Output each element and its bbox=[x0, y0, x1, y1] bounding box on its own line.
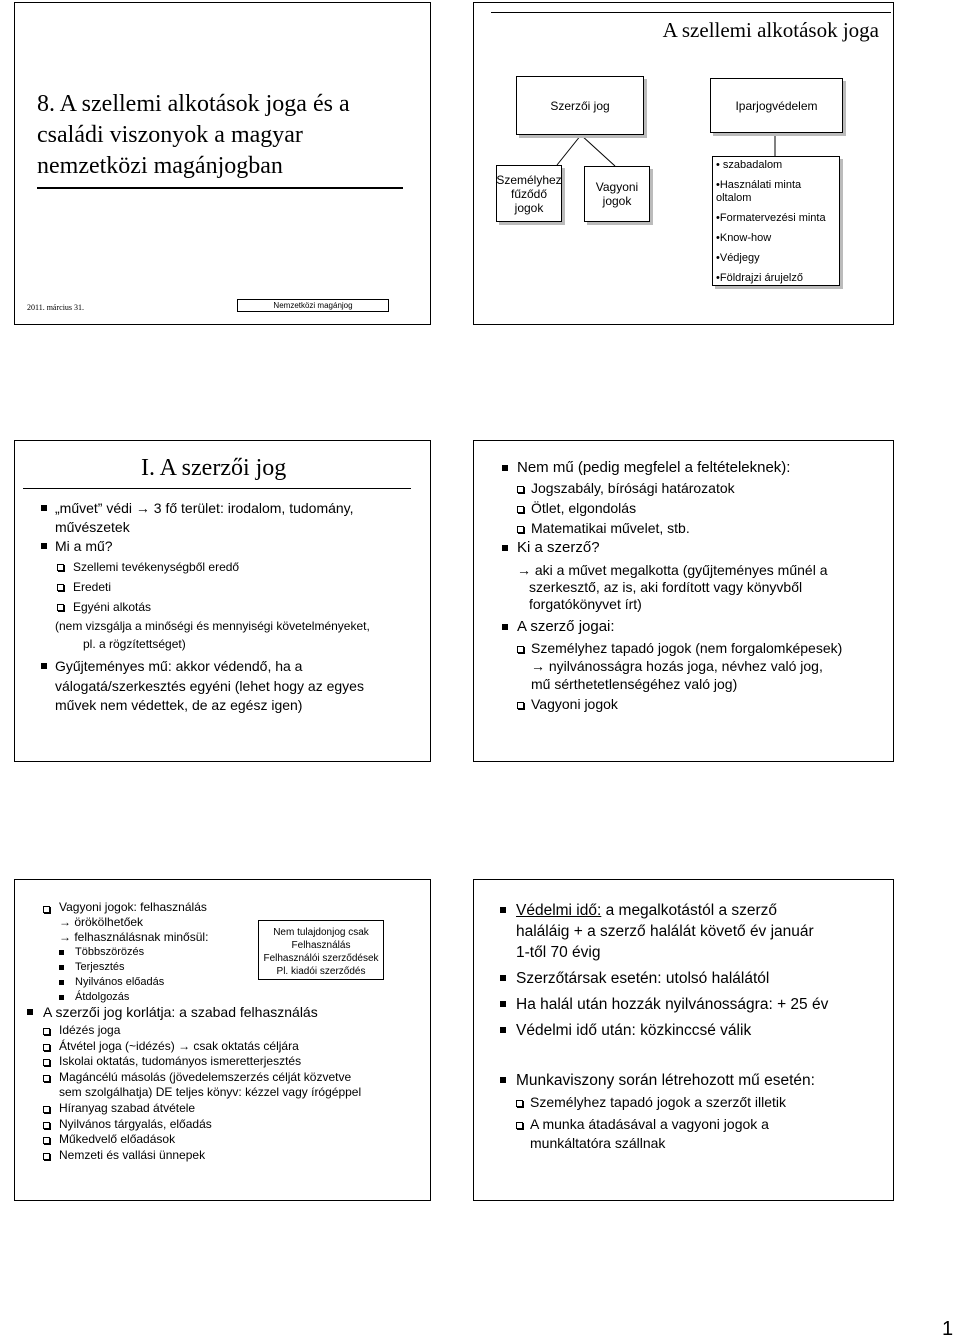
korlat-item: Nemzeti és vallási ünnepek bbox=[43, 1148, 427, 1164]
bullet-ki-a-szerzo: Ki a szerző? bbox=[502, 538, 892, 558]
arrow-text: → aki a művet megalkotta (gyűjteményes műnél a szerkesztő, az is, aki fordított vagy könyvből forgatókönyvet írt) bbox=[517, 562, 828, 612]
slide-4-content bbox=[502, 458, 892, 713]
bullet-gyujtemenyes: Gyűjteményes mű: akkor védendő, ha a válogatá/szerkesztés egyéni (lehet hogy az egyes művek nem védettek, de az egész igen) bbox=[41, 657, 426, 716]
felhasznalas-box: Nem tulajdonjog csak Felhasználás Felhasználói szerződések Pl. kiadói szerződés bbox=[258, 920, 384, 980]
korlat-item: Iskolai oktatás, tudományos ismeretterjesztés bbox=[43, 1054, 427, 1070]
korlat-item: Idézés joga bbox=[43, 1023, 427, 1039]
korlat-item: Magáncélú másolás (jövedelemszerzés célját közvetve sem szolgálhatja) DE teljes könyv: kézzel vagy írógéppel bbox=[43, 1070, 427, 1101]
bullet-nem-mu: Nem mű (pedig megfelel a feltételeknek): bbox=[502, 458, 892, 478]
korlat-item: Átvétel joga (~idézés) → csak oktatás céljára bbox=[43, 1039, 427, 1055]
bullet-muvet: „művet” védi → 3 fő terület: irodalom, tudomány, művészetek bbox=[41, 499, 426, 537]
slide-1-date: 2011. március 31. bbox=[27, 303, 85, 312]
slide-5-top: Vagyoni jogok: felhasználás → örökölhetőek → felhasználásnak minősül: Többszörözés Terjesztés Nyilvános előadás Átdolgozás bbox=[43, 900, 263, 1005]
bullet-szerzo-jogai: A szerző jogai: bbox=[502, 617, 892, 637]
bullet-kozkincs: Védelmi idő után: közkinccsé válik bbox=[500, 1020, 892, 1041]
szerzoi-jog-box: Szerzői jog bbox=[516, 76, 644, 135]
slide-1 bbox=[14, 2, 431, 325]
slide-6-content bbox=[500, 900, 892, 1153]
korlat-item: Híranyag szabad átvétele bbox=[43, 1101, 427, 1117]
korlat-list bbox=[27, 1023, 427, 1163]
vagyoni-jogok-box: Vagyoni jogok bbox=[584, 166, 650, 222]
slide-5 bbox=[14, 879, 431, 1201]
sub-list-2 bbox=[502, 639, 892, 713]
munkaviszony-sublist bbox=[500, 1093, 892, 1153]
slide-1-footer: Nemzetközi magánjog bbox=[237, 299, 389, 312]
sq-item: Nyilvános előadás bbox=[59, 975, 263, 990]
sub-item: Személyhez tapadó jogok a szerzőt illetik bbox=[516, 1093, 892, 1112]
bullet-halal-utan: Ha halál után hozzák nyilvánosságra: + 25 év bbox=[500, 994, 892, 1015]
iparjog-list-box: • szabadalom •Használati minta oltalom •Formatervezési minta •Know-how •Védjegy •Földrajzi árujelző bbox=[712, 156, 840, 286]
sub-item: Ötlet, elgondolás bbox=[517, 498, 892, 518]
iparjogvedelem-box: Iparjogvédelem bbox=[710, 78, 843, 133]
slide-3-content bbox=[41, 499, 426, 716]
sub-item: Szellemi tevékenységből eredő bbox=[55, 557, 426, 577]
slide-5-bottom bbox=[27, 1003, 427, 1163]
bullet-mi-a-mu: Mi a mű? bbox=[41, 537, 426, 556]
sq-item: Többszörözés bbox=[59, 945, 263, 960]
bullet-korlat: A szerzői jog korlátja: a szabad felhasználás bbox=[27, 1003, 427, 1021]
slide-4 bbox=[473, 440, 894, 762]
sq-list bbox=[43, 945, 263, 1005]
sub-item: Jogszabály, bírósági határozatok bbox=[517, 478, 892, 498]
sub-item: Eredeti bbox=[55, 577, 426, 597]
sub-item: A munka átadásával a vagyoni jogok a munkáltatóra szállnak bbox=[516, 1115, 892, 1153]
sub-list-1 bbox=[502, 478, 892, 538]
sub-item: Személyhez tapadó jogok (nem forgalomképesek) → nyilvánosságra hozás joga, névhez való jog, mű sérthetetlenségéhez való jog) bbox=[517, 639, 892, 693]
sub-item: Vagyoni jogok bbox=[517, 695, 892, 713]
szemelyhez-box: Személyhez fűződő jogok bbox=[496, 165, 562, 222]
bullet-munkaviszony: Munkaviszony során létrehozott mű esetén: bbox=[500, 1070, 892, 1091]
vagyoni-item: Vagyoni jogok: felhasználás bbox=[43, 900, 263, 915]
sub-item: Matematikai művelet, stb. bbox=[517, 518, 892, 538]
page-number: 1 bbox=[942, 1318, 954, 1340]
sq-item: Terjesztés bbox=[59, 960, 263, 975]
bullet-szerzotarsak: Szerzőtársak esetén: utolsó halálától bbox=[500, 968, 892, 989]
slide-3 bbox=[14, 440, 431, 762]
slide-2 bbox=[473, 2, 894, 325]
title-underline bbox=[37, 187, 403, 189]
slide-3-title: I. A szerzői jog bbox=[141, 455, 287, 481]
sub-item: Egyéni alkotás bbox=[55, 597, 426, 617]
sq-item: Átdolgozás bbox=[59, 990, 263, 1005]
slide-1-title: 8. A szellemi alkotások joga és a családi viszonyok a magyar nemzetközi magánjogban bbox=[37, 91, 350, 179]
bullet-vedelmi-ido: Védelmi idő: a megalkotástól a szerző haláláig + a szerző halálát követő év január 1-től 70 évig bbox=[500, 900, 892, 963]
korlat-item: Műkedvelő előadások bbox=[43, 1132, 427, 1148]
slide-2-title: A szellemi alkotások joga bbox=[662, 18, 879, 42]
title-underline bbox=[23, 488, 411, 489]
korlat-item: Nyilvános tárgyalás, előadás bbox=[43, 1117, 427, 1133]
sub-list: Szellemi tevékenységből eredő Eredeti Egyéni alkotás (nem vizsgálja a minőségi és mennyiségi követelményeket, pl. a rögzítettséget) bbox=[41, 557, 426, 653]
slide-6 bbox=[473, 879, 894, 1201]
